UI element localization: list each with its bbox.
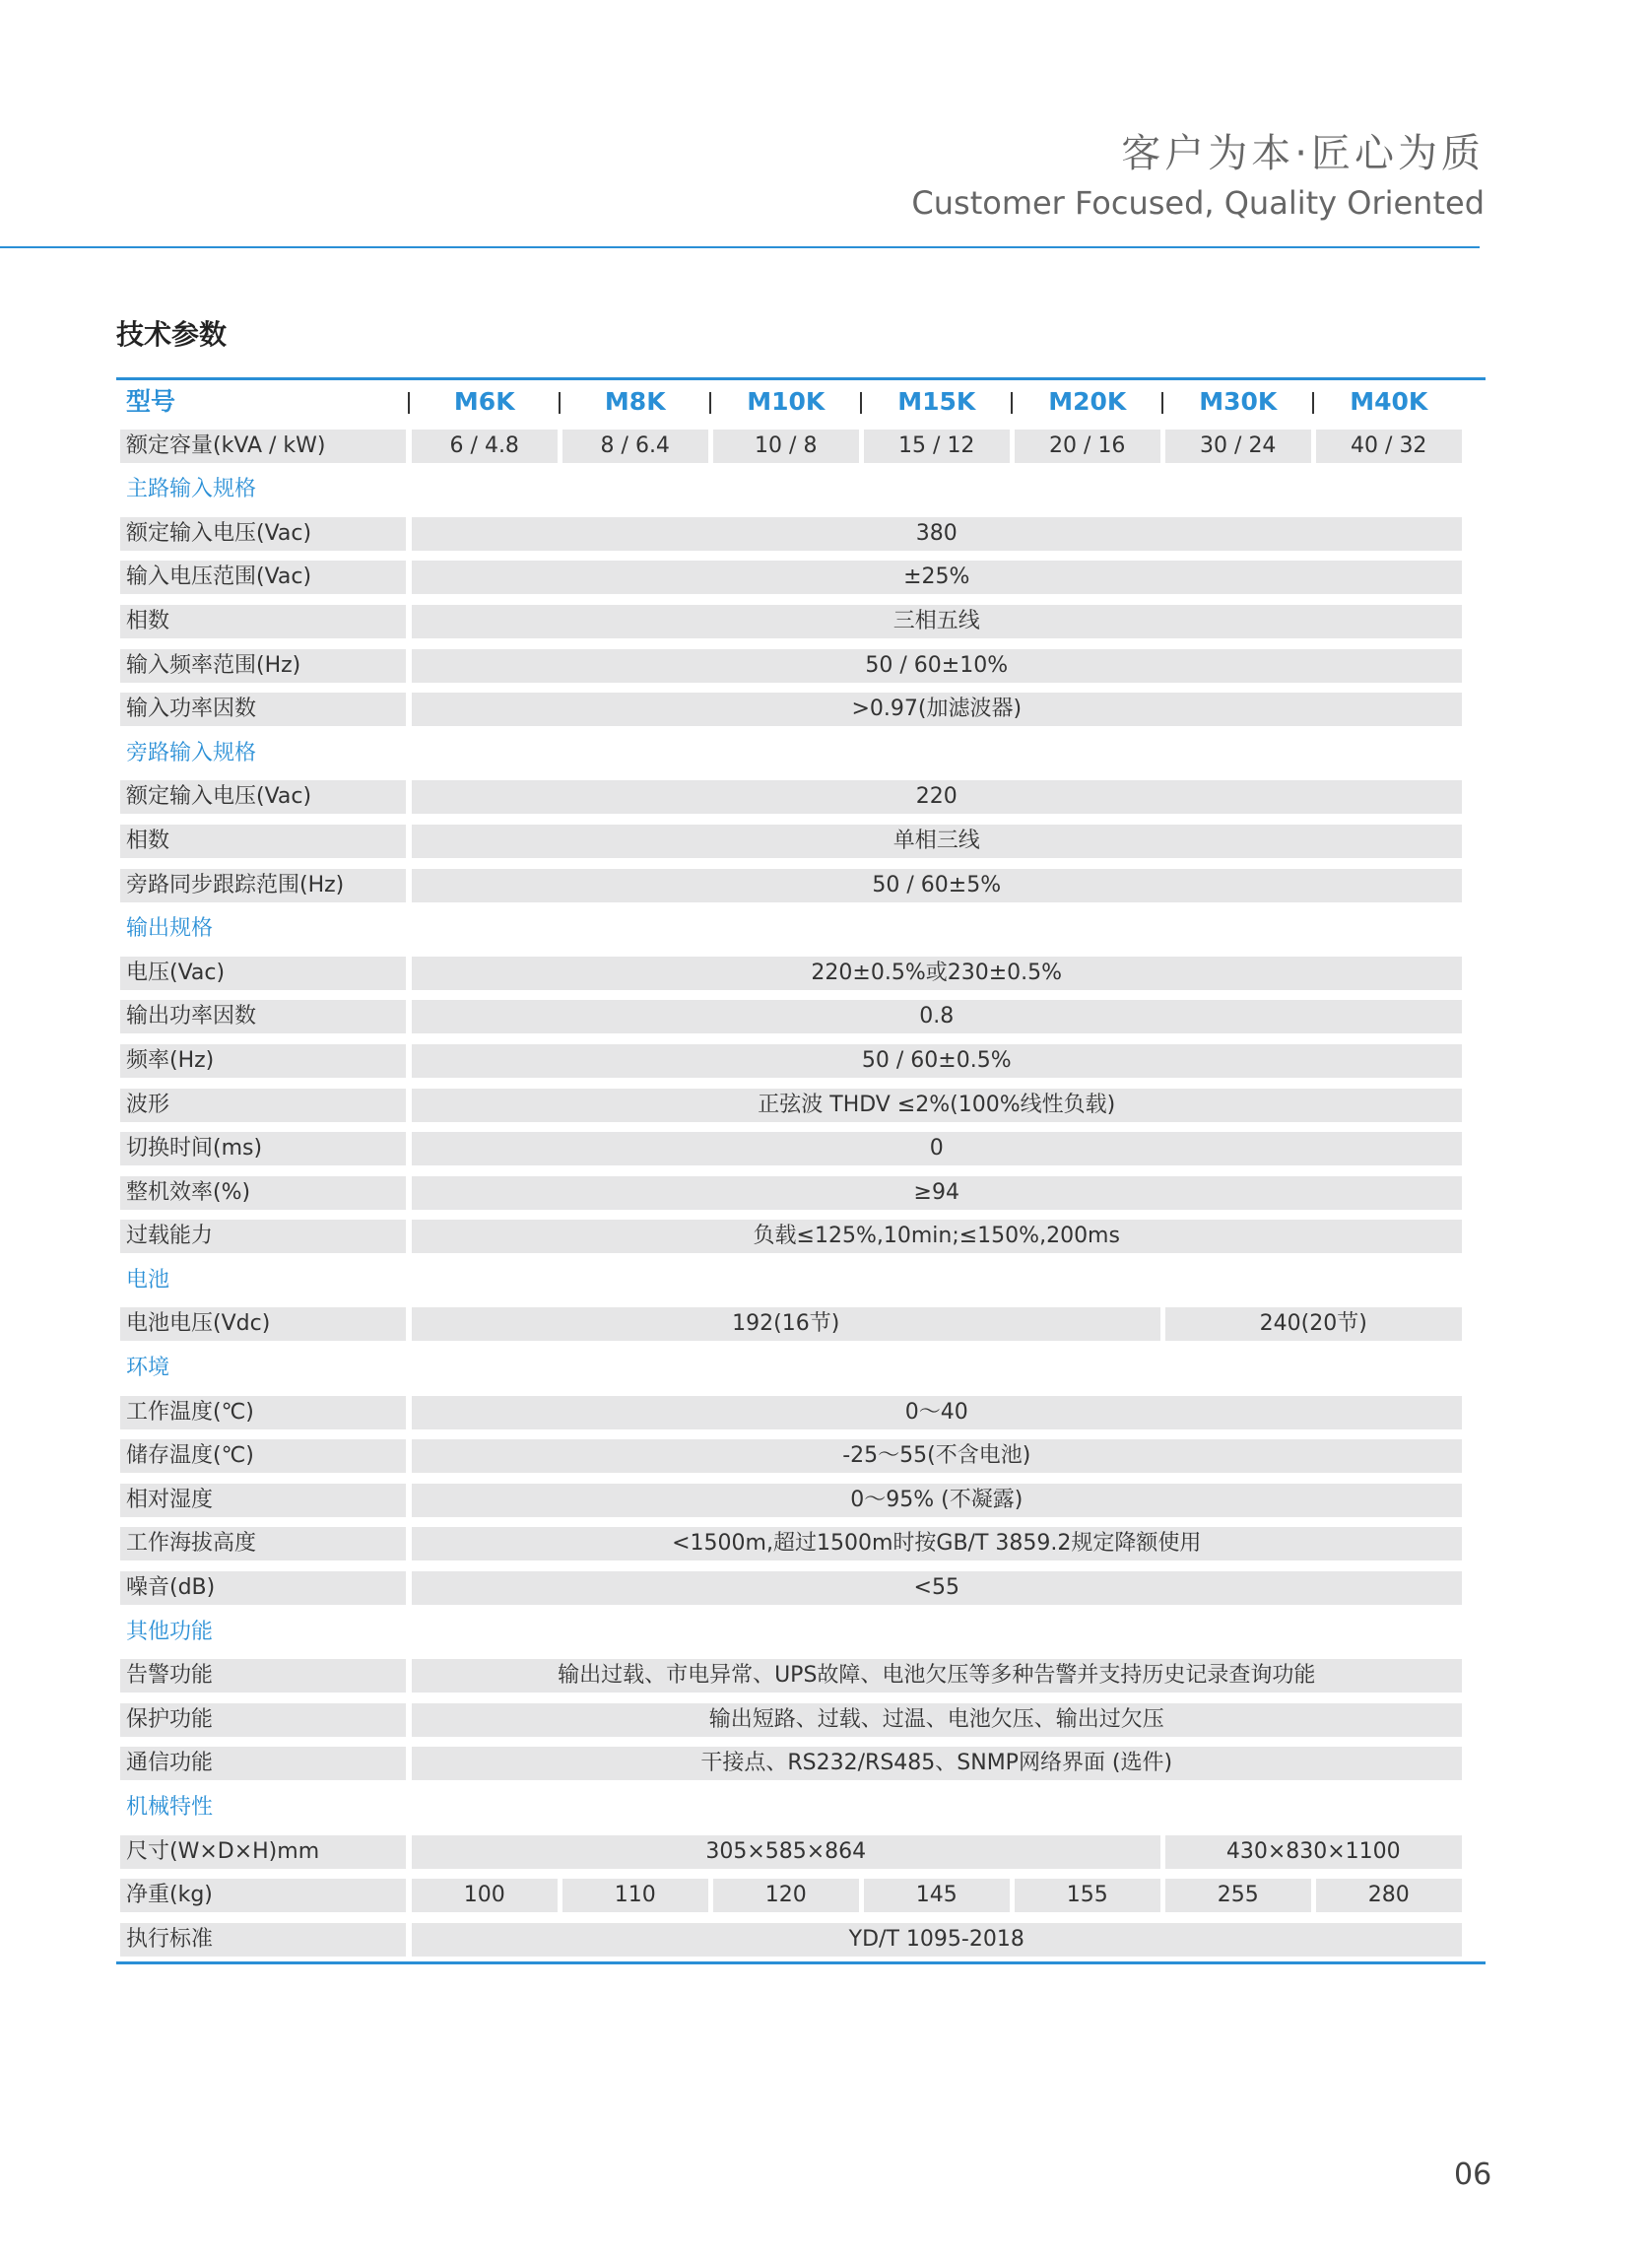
value-cell: 280	[1316, 1879, 1462, 1912]
value-cell: 192(16节)	[412, 1307, 1160, 1341]
table-row	[116, 820, 1486, 864]
row-label: 输入频率范围(Hz)	[120, 649, 406, 683]
value-cell: 155	[1015, 1879, 1160, 1912]
row-label: 净重(kg)	[120, 1879, 406, 1912]
value-cell: -25～55(不含电池)	[412, 1439, 1462, 1473]
value-cell: 20 / 16	[1015, 430, 1160, 463]
table-row	[116, 1830, 1486, 1875]
value-cell: 正弦波 THDV ≤2%(100%线性负载)	[412, 1089, 1462, 1122]
category-label: 环境	[126, 1356, 170, 1381]
model-header-m15k: M15K	[897, 387, 976, 416]
model-header-m20k: M20K	[1048, 387, 1127, 416]
header-label-model: 型号	[126, 387, 176, 416]
row-label: 切换时间(ms)	[120, 1132, 406, 1165]
value-cell: 30 / 24	[1165, 430, 1311, 463]
value-cell: 0～95% (不凝露)	[412, 1484, 1462, 1517]
page-header	[911, 130, 1485, 225]
table-row	[116, 775, 1486, 820]
table-row	[116, 995, 1486, 1039]
column-separator	[860, 392, 862, 414]
category-label: 机械特性	[126, 1795, 214, 1820]
row-label: 储存温度(℃)	[120, 1439, 406, 1473]
table-header-row	[116, 380, 1486, 425]
row-label: 整机效率(%)	[120, 1176, 406, 1210]
row-label: 输入电压范围(Vac)	[120, 561, 406, 594]
table-row	[116, 425, 1486, 469]
value-cell: 220±0.5%或230±0.5%	[412, 957, 1462, 990]
category-label: 主路输入规格	[126, 477, 257, 502]
category-label: 电池	[126, 1267, 170, 1293]
row-label: 额定输入电压(Vac)	[120, 780, 406, 814]
value-cell: 负载≤125%,10min;≤150%,200ms	[412, 1220, 1462, 1253]
table-row	[116, 1215, 1486, 1259]
value-cell: 240(20节)	[1165, 1307, 1462, 1341]
table-row	[116, 1874, 1486, 1918]
table-row	[116, 1391, 1486, 1435]
value-cell: 430×830×1100	[1165, 1835, 1462, 1869]
category-label: 旁路输入规格	[126, 740, 257, 765]
value-cell: 0～40	[412, 1396, 1462, 1429]
table-row	[116, 1566, 1486, 1611]
row-label: 工作海拔高度	[120, 1527, 406, 1560]
row-label: 电压(Vac)	[120, 957, 406, 990]
category-row	[116, 1786, 1486, 1830]
model-header-m40k: M40K	[1350, 387, 1428, 416]
value-cell: 50 / 60±10%	[412, 649, 1462, 683]
row-label: 旁路同步跟踪范围(Hz)	[120, 869, 406, 902]
value-cell: ±25%	[412, 561, 1462, 594]
table-row	[116, 1434, 1486, 1479]
table-row	[116, 1171, 1486, 1216]
table-row	[116, 688, 1486, 732]
table-row	[116, 1479, 1486, 1523]
column-separator	[1312, 392, 1314, 414]
value-cell: 100	[412, 1879, 558, 1912]
table-row	[116, 1302, 1486, 1347]
row-label: 相数	[120, 605, 406, 638]
table-row	[116, 600, 1486, 644]
row-label: 额定容量(kVA / kW)	[120, 430, 406, 463]
value-cell: 三相五线	[412, 605, 1462, 638]
row-label: 工作温度(℃)	[120, 1396, 406, 1429]
row-label: 保护功能	[120, 1703, 406, 1737]
table-row	[116, 1039, 1486, 1084]
table-row	[116, 1742, 1486, 1786]
row-label: 频率(Hz)	[120, 1044, 406, 1078]
column-separator	[709, 392, 711, 414]
table-row	[116, 1918, 1486, 1962]
value-cell: 255	[1165, 1879, 1311, 1912]
value-cell: >0.97(加滤波器)	[412, 693, 1462, 726]
value-cell: YD/T 1095-2018	[412, 1923, 1462, 1957]
row-label: 执行标准	[120, 1923, 406, 1957]
header-divider	[0, 246, 1480, 248]
value-cell: 8 / 6.4	[562, 430, 708, 463]
category-row	[116, 1611, 1486, 1655]
table-row	[116, 1127, 1486, 1171]
model-header-m8k: M8K	[604, 387, 666, 416]
model-header-m10k: M10K	[747, 387, 826, 416]
value-cell: 15 / 12	[864, 430, 1010, 463]
value-cell: 6 / 4.8	[412, 430, 558, 463]
value-cell: 380	[412, 517, 1462, 551]
slogan-chinese: 客户为本·匠心为质	[1121, 131, 1485, 176]
row-label: 相数	[120, 825, 406, 858]
column-separator	[559, 392, 561, 414]
table-row	[116, 644, 1486, 689]
category-row	[116, 1259, 1486, 1303]
page-number: 06	[1454, 2157, 1492, 2192]
value-cell: <55	[412, 1571, 1462, 1605]
row-label: 尺寸(W×D×H)mm	[120, 1835, 406, 1869]
slogan-english: Customer Focused, Quality Oriented	[911, 184, 1485, 222]
spec-table	[116, 377, 1486, 1964]
row-label: 额定输入电压(Vac)	[120, 517, 406, 551]
table-row	[116, 864, 1486, 908]
value-cell: 305×585×864	[412, 1835, 1160, 1869]
row-label: 波形	[120, 1089, 406, 1122]
table-row	[116, 1654, 1486, 1698]
model-header-m30k: M30K	[1199, 387, 1278, 416]
value-cell: ≥94	[412, 1176, 1462, 1210]
table-row	[116, 1698, 1486, 1743]
value-cell: 0	[412, 1132, 1462, 1165]
value-cell: <1500m,超过1500m时按GB/T 3859.2规定降额使用	[412, 1527, 1462, 1560]
column-separator	[408, 392, 410, 414]
value-cell: 110	[562, 1879, 708, 1912]
category-row	[116, 1347, 1486, 1391]
model-header-m6k: M6K	[453, 387, 515, 416]
table-row	[116, 952, 1486, 996]
column-separator	[1011, 392, 1013, 414]
value-cell: 输出短路、过载、过温、电池欠压、输出过欠压	[412, 1703, 1462, 1737]
row-label: 噪音(dB)	[120, 1571, 406, 1605]
category-row	[116, 907, 1486, 952]
row-label: 输入功率因数	[120, 693, 406, 726]
row-label: 相对湿度	[120, 1484, 406, 1517]
table-row	[116, 1084, 1486, 1128]
table-row	[116, 512, 1486, 557]
category-row	[116, 732, 1486, 776]
value-cell: 50 / 60±0.5%	[412, 1044, 1462, 1078]
column-separator	[1161, 392, 1163, 414]
section-title: 技术参数	[116, 318, 228, 351]
value-cell: 50 / 60±5%	[412, 869, 1462, 902]
value-cell: 干接点、RS232/RS485、SNMP网络界面 (选件)	[412, 1747, 1462, 1780]
row-label: 过载能力	[120, 1220, 406, 1253]
row-label: 电池电压(Vdc)	[120, 1307, 406, 1341]
value-cell: 145	[864, 1879, 1010, 1912]
category-label: 其他功能	[126, 1619, 214, 1644]
value-cell: 120	[713, 1879, 859, 1912]
value-cell: 10 / 8	[713, 430, 859, 463]
table-row	[116, 556, 1486, 600]
row-label: 告警功能	[120, 1659, 406, 1693]
category-label: 输出规格	[126, 916, 214, 942]
row-label: 输出功率因数	[120, 1000, 406, 1033]
value-cell: 单相三线	[412, 825, 1462, 858]
value-cell: 输出过载、市电异常、UPS故障、电池欠压等多种告警并支持历史记录查询功能	[412, 1659, 1462, 1693]
value-cell: 0.8	[412, 1000, 1462, 1033]
value-cell: 220	[412, 780, 1462, 814]
category-row	[116, 468, 1486, 512]
row-label: 通信功能	[120, 1747, 406, 1780]
table-row	[116, 1522, 1486, 1566]
value-cell: 40 / 32	[1316, 430, 1462, 463]
